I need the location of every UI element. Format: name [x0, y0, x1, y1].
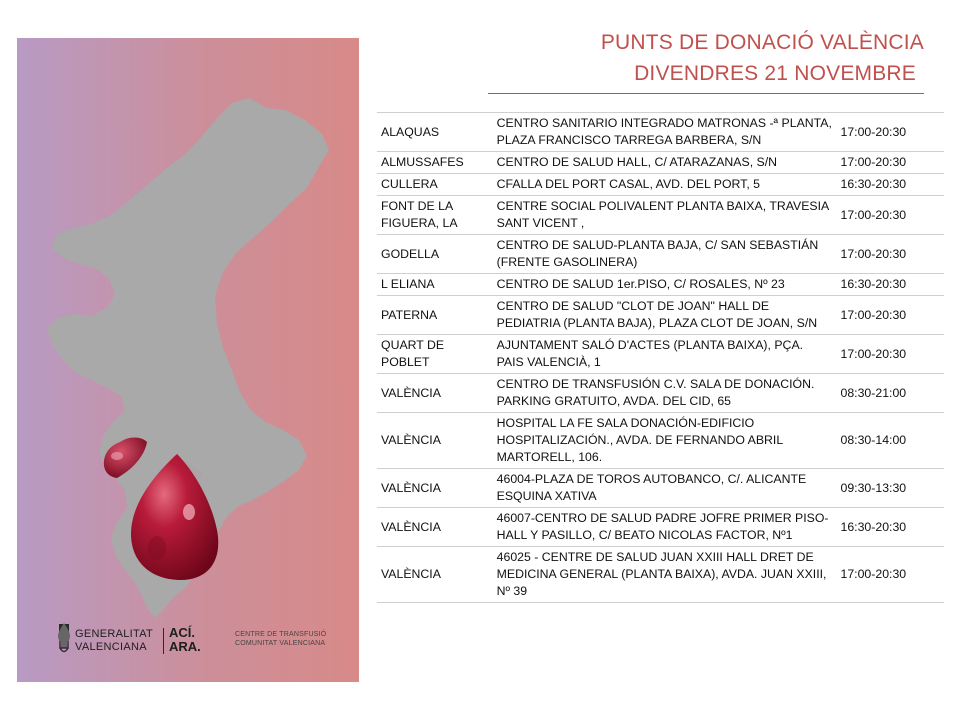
- table-row: [377, 335, 944, 374]
- logo-strip: [57, 622, 347, 662]
- location-cell: CENTRO DE SALUD 1er.PISO, C/ ROSALES, Nº 23: [493, 274, 837, 296]
- place-cell: PATERNA: [377, 296, 493, 335]
- place-cell: VALÈNCIA: [377, 508, 493, 547]
- poster-artwork: [17, 38, 359, 682]
- title-line-2: DIVENDRES 21 NOVEMBRE: [634, 62, 916, 85]
- place-cell: VALÈNCIA: [377, 547, 493, 603]
- table-row: [377, 235, 944, 274]
- hours-cell: 09:30-13:30: [836, 469, 944, 508]
- logo-divider: [163, 628, 164, 654]
- donation-points-body: [377, 113, 944, 603]
- hours-cell: 17:00-20:30: [836, 547, 944, 603]
- transfusion-centre-logo-text: CENTRE DE TRANSFUSIÓ COMUNITAT VALENCIANA: [235, 631, 327, 647]
- location-cell: CENTRO DE SALUD-PLANTA BAJA, C/ SAN SEBASTIÁN (FRENTE GASOLINERA): [493, 235, 837, 274]
- table-row: [377, 152, 944, 174]
- table-row: [377, 413, 944, 469]
- campaign-poster: [17, 38, 359, 682]
- place-cell: L ELIANA: [377, 274, 493, 296]
- hours-cell: 08:30-21:00: [836, 374, 944, 413]
- title-underline: [488, 93, 924, 94]
- hours-cell: 17:00-20:30: [836, 235, 944, 274]
- location-cell: 46004-PLAZA DE TOROS AUTOBANCO, C/. ALICANTE ESQUINA XATIVA: [493, 469, 837, 508]
- table-row: [377, 547, 944, 603]
- place-cell: VALÈNCIA: [377, 413, 493, 469]
- location-cell: AJUNTAMENT SALÓ D'ACTES (PLANTA BAIXA), PÇA. PAIS VALENCIÀ, 1: [493, 335, 837, 374]
- table-row: [377, 274, 944, 296]
- place-cell: QUART DE POBLET: [377, 335, 493, 374]
- location-cell: CENTRO DE TRANSFUSIÓN C.V. SALA DE DONACIÓN. PARKING GRATUITO, AVDA. DEL CID, 65: [493, 374, 837, 413]
- location-cell: CENTRO DE SALUD HALL, C/ ATARAZANAS, S/N: [493, 152, 837, 174]
- page-title: [601, 27, 924, 89]
- location-cell: CENTRO SANITARIO INTEGRADO MATRONAS -ª PLANTA, PLAZA FRANCISCO TARREGA BARBERA, S/N: [493, 113, 837, 152]
- location-cell: CFALLA DEL PORT CASAL, AVD. DEL PORT, 5: [493, 174, 837, 196]
- location-cell: 46025 - CENTRE DE SALUD JUAN XXIII HALL DRET DE MEDICINA GENERAL (PLANTA BAIXA), AVDA. JUAN XXIII, Nº 39: [493, 547, 837, 603]
- hours-cell: 08:30-14:00: [836, 413, 944, 469]
- table-row: [377, 374, 944, 413]
- location-cell: HOSPITAL LA FE SALA DONACIÓN-EDIFICIO HOSPITALIZACIÓN., AVDA. DE FERNANDO ABRIL MARTORELL, 106.: [493, 413, 837, 469]
- location-cell: 46007-CENTRO DE SALUD PADRE JOFRE PRIMER PISO- HALL Y PASILLO, C/ BEATO NICOLAS FACTOR, Nº1: [493, 508, 837, 547]
- transfusion-centre-drop-icon: [57, 622, 71, 644]
- title-line-1: PUNTS DE DONACIÓ VALÈNCIA: [600, 31, 924, 54]
- hours-cell: 17:00-20:30: [836, 335, 944, 374]
- place-cell: ALMUSSAFES: [377, 152, 493, 174]
- hours-cell: 16:30-20:30: [836, 174, 944, 196]
- hours-cell: 16:30-20:30: [836, 508, 944, 547]
- table-row: [377, 196, 944, 235]
- place-cell: FONT DE LA FIGUERA, LA: [377, 196, 493, 235]
- table-row: [377, 469, 944, 508]
- aci-ara-logo-text: ACÍ. ARA.: [169, 625, 201, 654]
- place-cell: VALÈNCIA: [377, 374, 493, 413]
- place-cell: ALAQUAS: [377, 113, 493, 152]
- place-cell: CULLERA: [377, 174, 493, 196]
- hours-cell: 17:00-20:30: [836, 113, 944, 152]
- table-row: [377, 113, 944, 152]
- table-row: [377, 508, 944, 547]
- location-cell: CENTRO DE SALUD "CLOT DE JOAN" HALL DE PEDIATRIA (PLANTA BAJA), PLAZA CLOT DE JOAN, S/N: [493, 296, 837, 335]
- place-cell: VALÈNCIA: [377, 469, 493, 508]
- donation-points-table: [377, 112, 944, 603]
- hours-cell: 17:00-20:30: [836, 152, 944, 174]
- table-row: [377, 296, 944, 335]
- hours-cell: 17:00-20:30: [836, 196, 944, 235]
- table-row: [377, 174, 944, 196]
- generalitat-logo-text: GENERALITAT VALENCIANA: [75, 628, 154, 653]
- hours-cell: 16:30-20:30: [836, 274, 944, 296]
- place-cell: GODELLA: [377, 235, 493, 274]
- hours-cell: 17:00-20:30: [836, 296, 944, 335]
- location-cell: CENTRE SOCIAL POLIVALENT PLANTA BAIXA, TRAVESIA SANT VICENT ,: [493, 196, 837, 235]
